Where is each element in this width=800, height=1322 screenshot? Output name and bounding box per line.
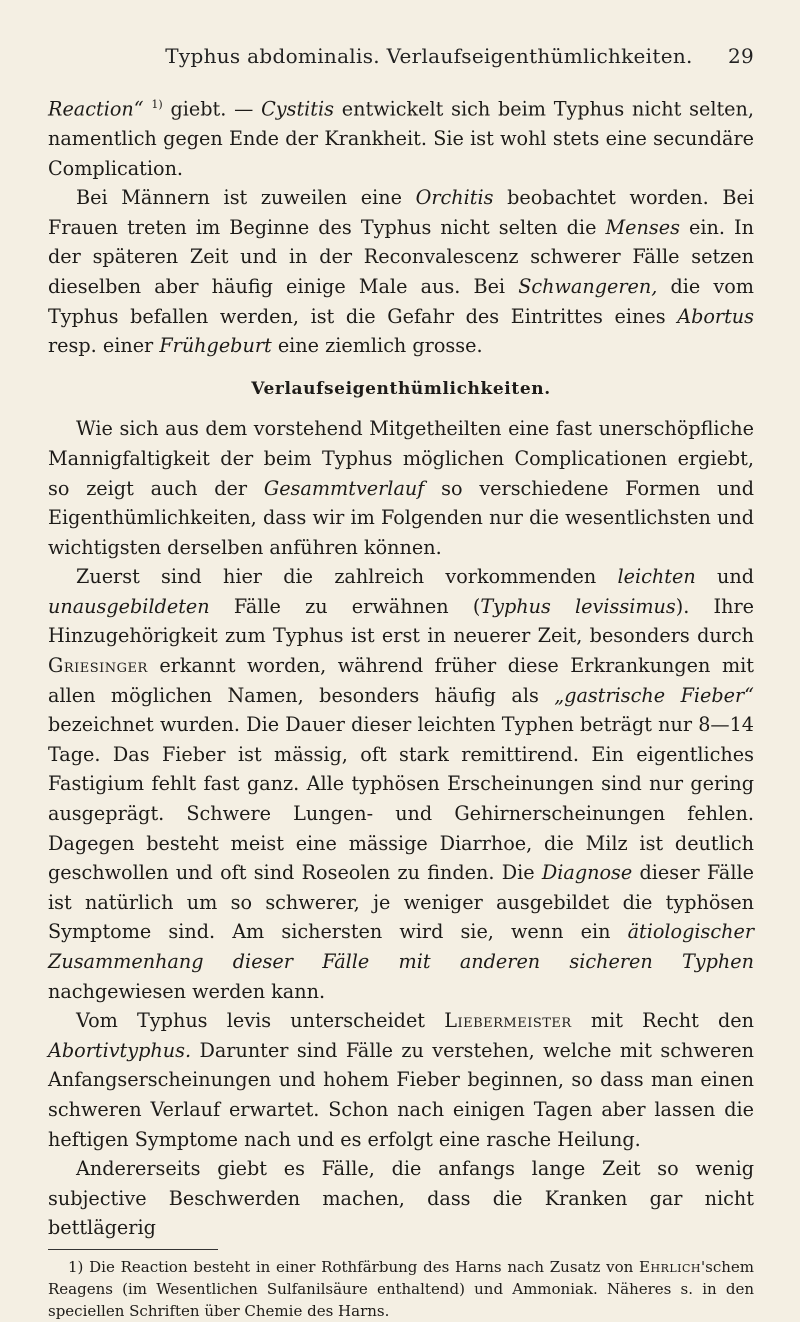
paragraph bbox=[48, 414, 754, 562]
italic-text: leichten bbox=[617, 565, 696, 589]
text-run: so verschiedene Formen und Eigenthümlichkeiten, dass wir im Folgenden nur die wesentlichsten und wichtigsten derselben anführen können. bbox=[48, 476, 754, 559]
author-name: Liebermeister bbox=[444, 1009, 572, 1033]
text-run: resp. einer bbox=[48, 334, 160, 358]
text-run: Wie sich aus dem vorstehend Mitgetheilten eine fast unerschöpfliche Mannigfaltigkeit der beim Typhus möglichen Complicationen ergiebt, so zeigt auch der bbox=[48, 417, 754, 500]
text-run: und bbox=[695, 565, 754, 589]
paragraph bbox=[48, 183, 754, 361]
text-run: Vom Typhus levis unterscheidet bbox=[76, 1009, 445, 1033]
text-run: ). Ihre Hinzugehörigkeit zum Typhus ist erst in neuerer Zeit, besonders durch bbox=[48, 594, 755, 648]
italic-text: Abortivtyphus. bbox=[48, 1038, 192, 1062]
text-run: Bei Männern ist zuweilen eine bbox=[76, 186, 416, 210]
italic-text: „gastrische Fieber“ bbox=[554, 683, 754, 707]
text-run: giebt. — bbox=[162, 97, 262, 121]
text-run: nachgewiesen werden kann. bbox=[48, 979, 326, 1003]
footnote bbox=[48, 1256, 754, 1322]
text-run: Fälle zu erwähnen ( bbox=[209, 594, 481, 618]
italic-text: Schwangeren, bbox=[518, 274, 658, 298]
footnote-marker: 1) bbox=[151, 98, 163, 111]
italic-text: Menses bbox=[605, 215, 680, 239]
text-run: 'schem Reagens (im Wesentlichen Sulfanilsäure enthaltend) und Ammoniak. Näheres s. in den speciellen Schriften über Chemie des Harns. bbox=[48, 1257, 754, 1320]
italic-text: Cystitis bbox=[261, 97, 334, 121]
paragraph bbox=[48, 1154, 754, 1243]
italic-text: Diagnose bbox=[541, 861, 633, 885]
text-run: mit Recht den bbox=[571, 1009, 754, 1033]
text-run: Andererseits giebt es Fälle, die anfangs lange Zeit so wenig subjective Beschwerden machen, dass die Kranken gar nicht bettlägerig bbox=[48, 1157, 754, 1240]
italic-text: Orchitis bbox=[415, 186, 494, 210]
italic-text: unausgebildeten bbox=[48, 594, 210, 618]
italic-text: Reaction“ bbox=[48, 97, 144, 121]
section-heading: Verlaufseigenthümlichkeiten. bbox=[251, 378, 551, 399]
text-run: entwickelt sich beim Typhus nicht selten, namentlich gegen Ende der Krankheit. Sie ist wohl stets eine secundäre Complication. bbox=[48, 97, 754, 180]
italic-text: Typhus levissimus bbox=[480, 594, 676, 618]
text-run: die vom Typhus befallen werden, ist die Gefahr des Eintrittes eines bbox=[48, 274, 755, 328]
text-run: beobachtet worden. Bei Frauen treten im Beginne des Typhus nicht selten die bbox=[48, 186, 754, 239]
text-run: ein. In der späteren Zeit und in der Reconvalescenz schwerer Fälle setzen dieselben aber häufig einige Male aus. Bei bbox=[48, 215, 754, 298]
page-number: 29 bbox=[727, 44, 754, 68]
author-name: Ehrlich bbox=[639, 1257, 702, 1276]
body-text bbox=[48, 90, 754, 1243]
text-run: eine ziemlich grosse. bbox=[271, 334, 483, 358]
text-run: 1) Die Reaction besteht in einer Rothfärbung des Harns nach Zusatz von bbox=[68, 1257, 640, 1276]
footnote-divider bbox=[48, 1249, 218, 1250]
paragraph bbox=[48, 562, 754, 1006]
text-run: erkannt worden, während früher diese Erkrankungen mit allen möglichen Namen, besonders häufig als bbox=[48, 654, 754, 707]
text-run: Darunter sind Fälle zu verstehen, welche mit schweren Anfangserscheinungen und hohem Fieber beginnen, so dass man einen schweren Verlauf erwartet. Schon nach einigen Tagen aber lassen die heftigen Symptome nach und es erfolgt eine rasche Heilung. bbox=[48, 1038, 754, 1151]
footnote-text bbox=[48, 1256, 754, 1322]
text-run: Zuerst sind hier die zahlreich vorkommenden bbox=[76, 565, 618, 589]
running-header bbox=[48, 44, 754, 68]
running-title: Typhus abdominalis. Verlaufseigenthümlichkeiten. bbox=[165, 44, 693, 68]
text-run: bezeichnet wurden. Die Dauer dieser leichten Typhen beträgt nur 8—14 Tage. Das Fieber ist mässig, oft stark remittirend. Ein eigentliches Fastigium fehlt fast ganz. Alle typhösen Erscheinungen sind nur gering ausgeprägt. Schwere Lungen- und Gehirnerscheinungen fehlen. Dagegen besteht meist eine mässige Diarrhoe, die Milz ist deutlich geschwollen und oft sind Roseolen zu finden. Die bbox=[48, 713, 754, 885]
italic-text: Frühgeburt bbox=[159, 334, 272, 358]
text-run: dieser Fälle ist natürlich um so schwerer, je weniger ausgebildet die typhösen Symptome sind. Am sichersten wird sie, wenn ein bbox=[48, 861, 754, 944]
italic-text: Abortus bbox=[677, 304, 754, 328]
author-name: Griesinger bbox=[48, 654, 148, 678]
italic-text: Gesammtverlauf bbox=[263, 476, 425, 500]
paragraph bbox=[48, 90, 754, 183]
italic-text: ätiologischer Zusammenhang dieser Fälle mit anderen sicheren Typhen bbox=[48, 920, 754, 974]
paragraph bbox=[48, 1006, 754, 1154]
